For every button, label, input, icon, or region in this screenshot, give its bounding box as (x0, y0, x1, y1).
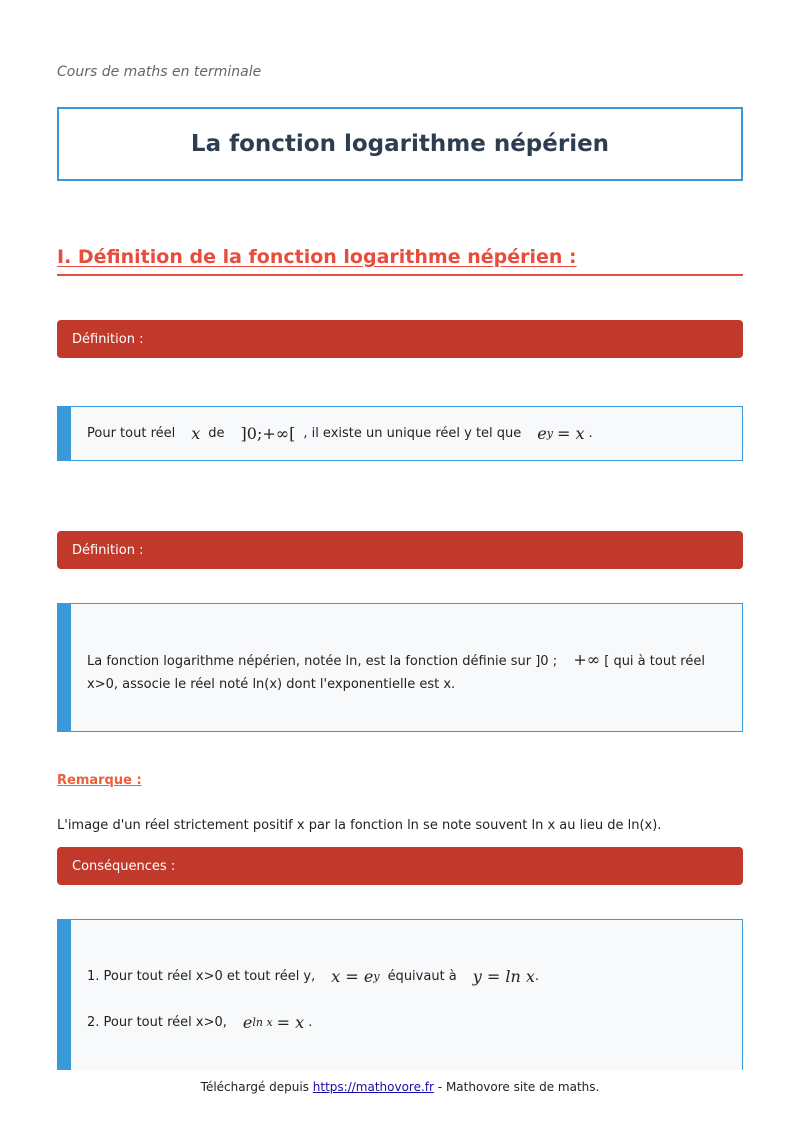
item2-text-a: 2. Pour tout réel x>0, (87, 1014, 227, 1030)
remark-text: L'image d'un réel strictement positif x par la fonction ln se note souvent ln x au lieu de ln(x). (57, 818, 662, 833)
item2-text-c: . (308, 1014, 313, 1030)
def1-math-e: e (537, 424, 547, 443)
footer-text-b: - Mathovore site de maths. (437, 1080, 600, 1094)
def1-math-y: y (546, 427, 553, 440)
item2-math: = x (276, 1012, 305, 1032)
item1-text-c: . (534, 968, 540, 984)
def1-math-interval: ]0;+∞[ (240, 424, 296, 443)
def2-line1-b: [ qui à tout réel (604, 654, 705, 669)
def2-math-inf: +∞ (573, 650, 601, 669)
def1-text-b: de (208, 426, 225, 441)
remark-label: Remarque : (57, 773, 142, 788)
def1-text-c: , il existe un unique réel y tel que (303, 426, 522, 441)
definition-bar-2: Définition : (57, 531, 743, 569)
item1-math1: x = e (331, 966, 374, 986)
def2-line2: x>0, associe le réel noté ln(x) dont l'exponentielle est x. (87, 677, 456, 692)
consequence-item-1 (87, 964, 742, 988)
def1-math-eq: = x (556, 424, 585, 443)
course-subtitle: Cours de maths en terminale (57, 64, 262, 80)
title-box (57, 107, 743, 181)
consequences-bar: Conséquences : (57, 847, 743, 885)
item1-math2: y = ln x (472, 966, 535, 986)
page-title: La fonction logarithme népérien (190, 131, 610, 157)
def1-math-x: x (191, 424, 201, 443)
def2-line1 (87, 648, 742, 673)
consequence-item-2 (87, 1010, 742, 1034)
page-footer (0, 1080, 800, 1094)
footer-link[interactable]: https://mathovore.fr (312, 1080, 434, 1094)
section-heading: I. Définition de la fonction logarithme népérien : (57, 246, 743, 276)
item2-math-e: e (242, 1012, 253, 1032)
item1-text-b: équivaut à (387, 968, 457, 984)
footer-text-a: Téléchargé depuis (200, 1080, 309, 1094)
def1-text-d: . (588, 426, 593, 441)
definition-box-2 (57, 603, 743, 732)
definition-box-1 (57, 406, 743, 461)
item2-sup: ln x (252, 1015, 273, 1029)
item1-sup: y (373, 969, 380, 983)
def2-line1-a: La fonction logarithme népérien, notée ln, est la fonction définie sur ]0 ; (87, 654, 558, 669)
consequences-box (57, 919, 743, 1070)
def1-text-a: Pour tout réel (87, 426, 176, 441)
definition-bar-1: Définition : (57, 320, 743, 358)
item1-text-a: 1. Pour tout réel x>0 et tout réel y, (87, 968, 316, 984)
